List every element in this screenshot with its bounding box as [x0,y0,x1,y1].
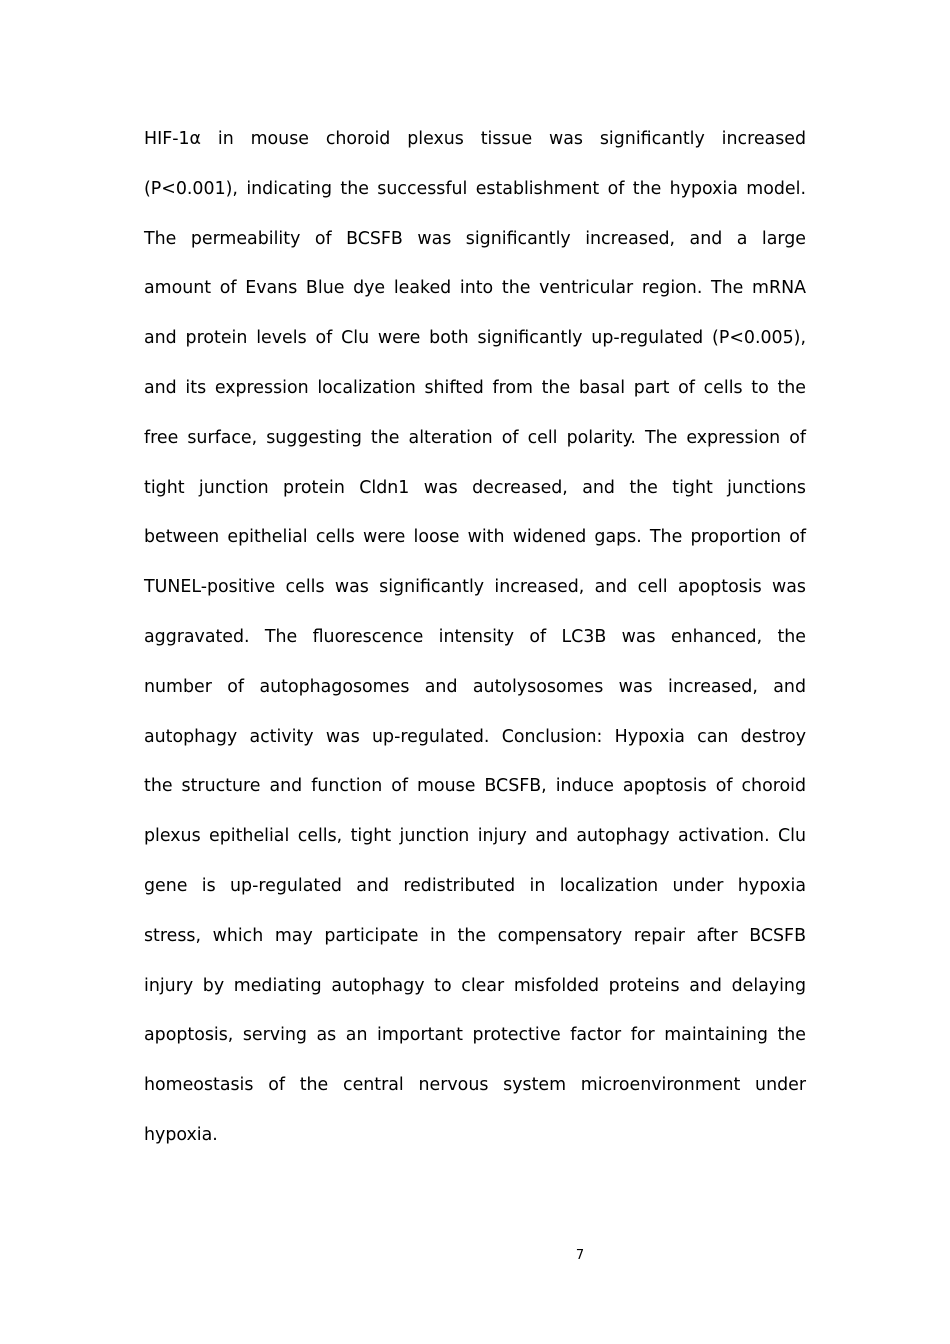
paragraph-line: free surface, suggesting the alteration of cell polarity. The expression of [144,427,806,448]
paragraph-line: between epithelial cells were loose with widened gaps. The proportion of [144,527,806,548]
paragraph-line: and its expression localization shifted from the basal part of cells to the [144,377,806,398]
paragraph-line: amount of Evans Blue dye leaked into the ventricular region. The mRNA [144,278,806,299]
paragraph-line: gene is up-regulated and redistributed in localization under hypoxia [144,875,806,896]
paragraph-line: and protein levels of Clu were both significantly up-regulated (P<0.005), [144,328,806,349]
paragraph-line: hypoxia. [144,1124,218,1145]
paragraph-line: TUNEL-positive cells was significantly increased, and cell apoptosis was [144,577,806,598]
paragraph-line: autophagy activity was up-regulated. Conclusion: Hypoxia can destroy [144,726,806,747]
paragraph-line: apoptosis, serving as an important protective factor for maintaining the [144,1025,806,1046]
paragraph-line: (P<0.001), indicating the successful establishment of the hypoxia model. [144,178,806,199]
page-number: 7 [575,1248,585,1263]
paragraph-line: HIF-1α in mouse choroid plexus tissue was significantly increased [144,129,806,149]
paragraph-line: stress, which may participate in the compensatory repair after BCSFB [144,925,806,946]
paragraph-line: tight junction protein Cldn1 was decreased, and the tight junctions [144,477,806,498]
paragraph-line: the structure and function of mouse BCSFB, induce apoptosis of choroid [144,776,806,797]
paragraph-line: injury by mediating autophagy to clear misfolded proteins and delaying [144,975,806,996]
paragraph-line: aggravated. The fluorescence intensity of LC3B was enhanced, the [144,626,806,647]
abstract-paragraph [144,115,806,1161]
paragraph-line: homeostasis of the central nervous system microenvironment under [144,1075,806,1096]
paragraph-line: number of autophagosomes and autolysosomes was increased, and [144,676,806,697]
paragraph-line: plexus epithelial cells, tight junction injury and autophagy activation. Clu [144,826,806,847]
paragraph-line: The permeability of BCSFB was significantly increased, and a large [144,228,806,249]
